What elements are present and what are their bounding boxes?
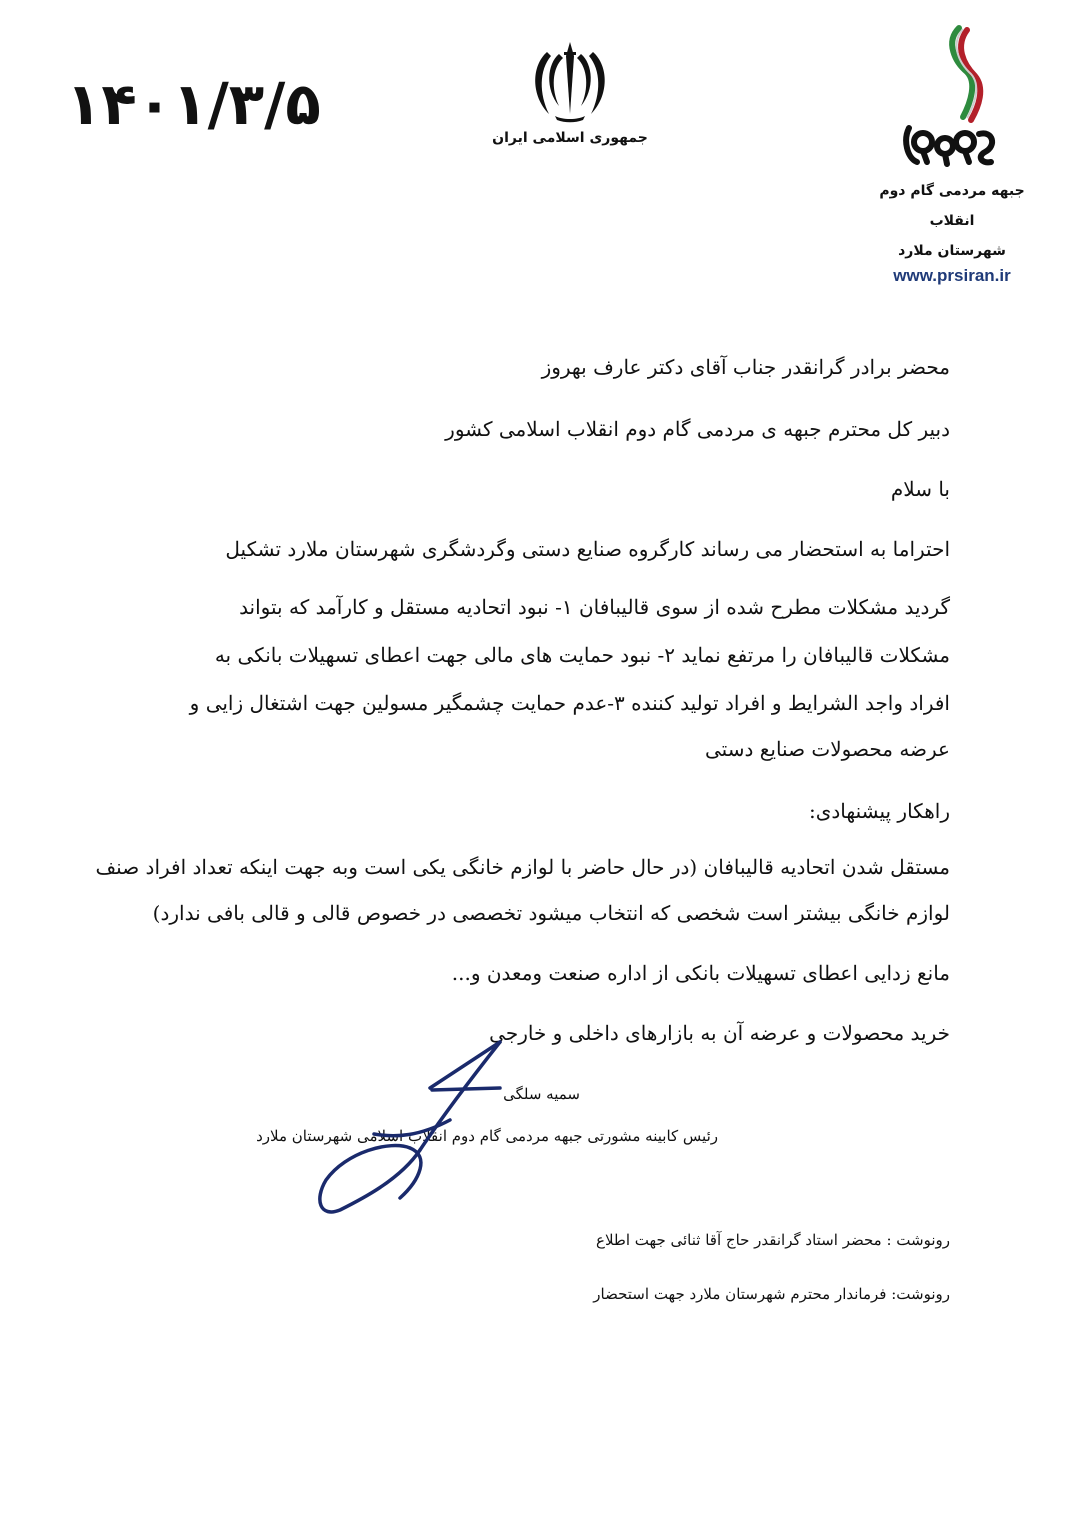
signer-title: رئیس کابینه مشورتی جبهه مردمی گام دوم انقلاب اسلامی شهرستان ملارد — [256, 1127, 718, 1145]
signer-name: سمیه سلگی — [503, 1085, 580, 1103]
front-logo-block — [862, 22, 1042, 286]
copy-recipient-1: رونوشت : محضر استاد گرانقدر حاج آقا ثنائی جهت اطلاع — [596, 1231, 950, 1249]
iran-emblem-icon — [525, 34, 615, 124]
body-paragraph-line-1: احتراما به استحضار می رساند کارگروه صنایع دستی وگردشگری شهرستان ملارد تشکیل — [225, 537, 950, 561]
recipient-line-1: محضر برادر گرانقدر جناب آقای دکتر عارف بهروز — [541, 355, 950, 379]
front-website-link[interactable]: www.prsiran.ir — [893, 266, 1011, 285]
front-city: شهرستان ملارد — [898, 243, 1006, 259]
solution-1-line-2: لوازم خانگی بیشتر است شخصی که انتخاب میشود تخصصی در خصوص قالی و قالی بافی ندارد) — [152, 901, 950, 925]
front-logo-icon — [897, 22, 1007, 172]
recipient-line-2: دبیر کل محترم جبهه ی مردمی گام دوم انقلاب اسلامی کشور — [445, 417, 950, 441]
emblem-caption: جمهوری اسلامی ایران — [492, 130, 648, 146]
solutions-heading: راهکار پیشنهادی: — [808, 799, 950, 823]
body-paragraph-line-4: افراد واجد الشرایط و افراد تولید کننده ۳-عدم حمایت چشمگیر مسولین جهت اشتغال زایی و — [189, 691, 950, 715]
solution-3: خرید محصولات و عرضه آن به بازارهای داخلی و خارجی — [489, 1021, 950, 1045]
emblem-block — [490, 34, 650, 146]
body-paragraph-line-5: عرضه محصولات صنایع دستی — [705, 737, 950, 761]
body-paragraph-line-2: گردید مشکلات مطرح شده از سوی قالیبافان ۱- نبود اتحادیه مستقل و کارآمد که بتواند — [239, 595, 950, 619]
copy-recipient-2: رونوشت: فرماندار محترم شهرستان ملارد جهت استحضار — [593, 1285, 950, 1303]
greeting: با سلام — [890, 477, 950, 501]
handwritten-signature — [300, 1040, 530, 1230]
solution-2: مانع زدایی اعطای تسهیلات بانکی از اداره صنعت ومعدن و... — [451, 961, 950, 985]
letter-date: ۱۴۰۱/۳/۵ — [66, 70, 321, 138]
solution-1-line-1: مستقل شدن اتحادیه قالیبافان (در حال حاضر با لوازم خانگی یکی است وبه جهت اینکه تعداد افراد صنف — [95, 855, 950, 879]
front-name: جبهه مردمی گام دوم انقلاب — [879, 183, 1025, 229]
body-paragraph-line-3: مشکلات قالیبافان را مرتفع نماید ۲- نبود حمایت های مالی جهت اعطای تسهیلات بانکی به — [214, 643, 950, 667]
